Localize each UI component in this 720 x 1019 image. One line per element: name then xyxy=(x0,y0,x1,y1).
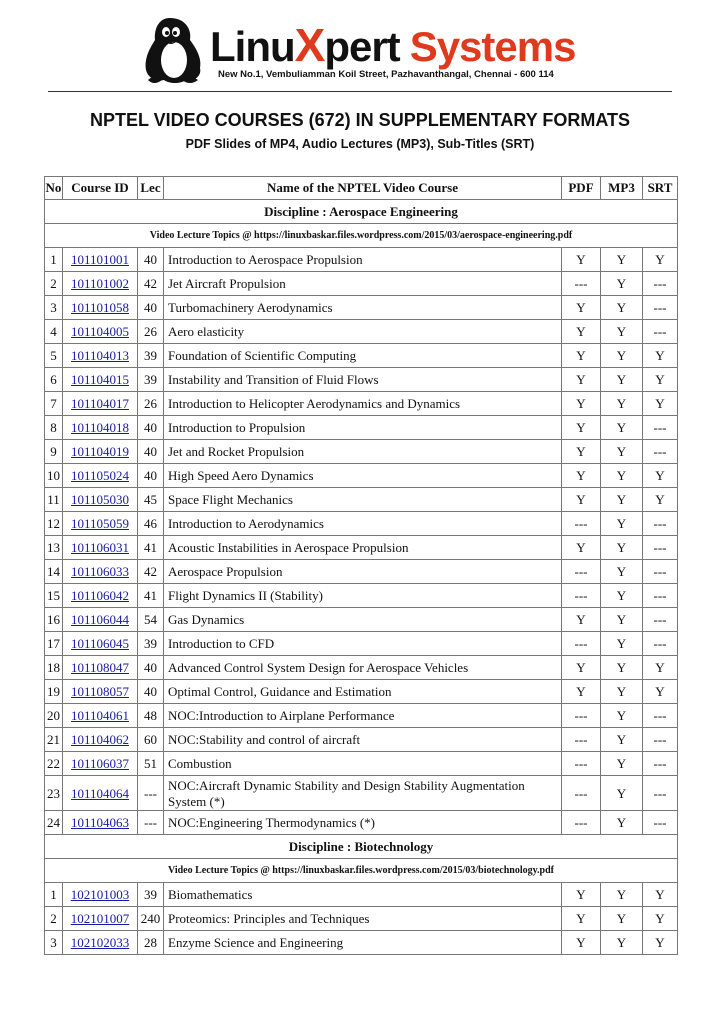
table-row xyxy=(45,488,678,512)
course-id-cell xyxy=(63,440,138,464)
mp3-availability: Y xyxy=(601,296,643,320)
lecture-count: 48 xyxy=(138,704,164,728)
lecture-count: 39 xyxy=(138,344,164,368)
course-id-cell xyxy=(63,536,138,560)
row-number: 8 xyxy=(45,416,63,440)
srt-availability: Y xyxy=(643,248,678,272)
pdf-availability: Y xyxy=(562,320,601,344)
row-number: 17 xyxy=(45,632,63,656)
mp3-availability: Y xyxy=(601,560,643,584)
lecture-count: 45 xyxy=(138,488,164,512)
table-row xyxy=(45,608,678,632)
course-id-link[interactable]: 102101007 xyxy=(70,910,130,926)
brand-part-2: X xyxy=(294,19,325,71)
pdf-availability: Y xyxy=(562,392,601,416)
srt-availability: --- xyxy=(643,320,678,344)
course-name: Biomathematics xyxy=(164,883,562,907)
course-name: Aerospace Propulsion xyxy=(164,560,562,584)
table-row xyxy=(45,344,678,368)
brand-part-3: pert xyxy=(324,23,400,70)
table-row xyxy=(45,440,678,464)
srt-availability: Y xyxy=(643,344,678,368)
lecture-count: 60 xyxy=(138,728,164,752)
course-name: Advanced Control System Design for Aerospace Vehicles xyxy=(164,656,562,680)
srt-availability: --- xyxy=(643,608,678,632)
lecture-count: 26 xyxy=(138,392,164,416)
lecture-count: 28 xyxy=(138,931,164,955)
lecture-count: 240 xyxy=(138,907,164,931)
srt-availability: Y xyxy=(643,907,678,931)
mp3-availability: Y xyxy=(601,464,643,488)
courses-table xyxy=(44,176,678,955)
mp3-availability: Y xyxy=(601,368,643,392)
srt-availability: --- xyxy=(643,416,678,440)
course-id-cell xyxy=(63,248,138,272)
lecture-count: 40 xyxy=(138,296,164,320)
course-id-link[interactable]: 101104015 xyxy=(70,371,130,387)
course-id-link[interactable]: 101104018 xyxy=(70,419,130,435)
row-number: 19 xyxy=(45,680,63,704)
course-id-cell xyxy=(63,608,138,632)
srt-availability: --- xyxy=(643,752,678,776)
course-name: Introduction to Helicopter Aerodynamics and Dynamics xyxy=(164,392,562,416)
course-id-link[interactable]: 101104013 xyxy=(70,347,130,363)
mp3-availability: Y xyxy=(601,704,643,728)
row-number: 7 xyxy=(45,392,63,416)
row-number: 1 xyxy=(45,883,63,907)
course-name: Turbomachinery Aerodynamics xyxy=(164,296,562,320)
course-name: Enzyme Science and Engineering xyxy=(164,931,562,955)
row-number: 21 xyxy=(45,728,63,752)
course-id-link[interactable]: 101104061 xyxy=(70,707,130,723)
mp3-availability: Y xyxy=(601,248,643,272)
table-row xyxy=(45,392,678,416)
col-header-lec: Lec xyxy=(138,177,164,200)
course-id-link[interactable]: 101105024 xyxy=(70,467,130,483)
srt-availability: --- xyxy=(643,536,678,560)
page-title: NPTEL VIDEO COURSES (672) IN SUPPLEMENTARY FORMATS xyxy=(89,110,631,130)
course-id-link[interactable]: 101104005 xyxy=(70,323,130,339)
lecture-count: 40 xyxy=(138,248,164,272)
row-number: 2 xyxy=(45,907,63,931)
pdf-availability: --- xyxy=(562,584,601,608)
row-number: 13 xyxy=(45,536,63,560)
table-row xyxy=(45,248,678,272)
pdf-availability: Y xyxy=(562,296,601,320)
table-row xyxy=(45,752,678,776)
course-id-link[interactable]: 101106031 xyxy=(70,539,130,555)
course-name: High Speed Aero Dynamics xyxy=(164,464,562,488)
course-id-cell xyxy=(63,704,138,728)
mp3-availability: Y xyxy=(601,680,643,704)
mp3-availability: Y xyxy=(601,776,643,811)
lecture-count: 40 xyxy=(138,656,164,680)
course-name: Space Flight Mechanics xyxy=(164,488,562,512)
row-number: 16 xyxy=(45,608,63,632)
lecture-count: 40 xyxy=(138,440,164,464)
pdf-availability: --- xyxy=(562,512,601,536)
discipline-row xyxy=(45,200,678,224)
table-header-row xyxy=(45,177,678,200)
course-id-cell xyxy=(63,488,138,512)
row-number: 14 xyxy=(45,560,63,584)
table-row xyxy=(45,776,678,811)
pdf-availability: Y xyxy=(562,680,601,704)
course-name: Jet and Rocket Propulsion xyxy=(164,440,562,464)
pdf-availability: --- xyxy=(562,560,601,584)
course-id-cell xyxy=(63,464,138,488)
course-id-cell xyxy=(63,656,138,680)
pdf-availability: Y xyxy=(562,344,601,368)
srt-availability: Y xyxy=(643,392,678,416)
course-name: Introduction to Aerospace Propulsion xyxy=(164,248,562,272)
pdf-availability: --- xyxy=(562,728,601,752)
course-name: Introduction to Aerodynamics xyxy=(164,512,562,536)
course-id-cell xyxy=(63,883,138,907)
topics-row xyxy=(45,859,678,883)
row-number: 12 xyxy=(45,512,63,536)
mp3-availability: Y xyxy=(601,728,643,752)
course-name: NOC:Introduction to Airplane Performance xyxy=(164,704,562,728)
mp3-availability: Y xyxy=(601,752,643,776)
mp3-availability: Y xyxy=(601,632,643,656)
row-number: 1 xyxy=(45,248,63,272)
discipline-heading: Discipline : Biotechnology xyxy=(45,835,678,859)
brand-part-1: Linu xyxy=(210,23,295,70)
pdf-availability: Y xyxy=(562,536,601,560)
mp3-availability: Y xyxy=(601,931,643,955)
mp3-availability: Y xyxy=(601,320,643,344)
course-id-cell xyxy=(63,811,138,835)
pdf-availability: Y xyxy=(562,883,601,907)
course-id-cell xyxy=(63,680,138,704)
course-name: Gas Dynamics xyxy=(164,608,562,632)
pdf-availability: Y xyxy=(562,488,601,512)
row-number: 4 xyxy=(45,320,63,344)
row-number: 6 xyxy=(45,368,63,392)
pdf-availability: --- xyxy=(562,811,601,835)
pdf-availability: Y xyxy=(562,368,601,392)
lecture-count: 40 xyxy=(138,416,164,440)
srt-availability: Y xyxy=(643,931,678,955)
header-divider xyxy=(48,91,672,92)
col-header-course-id: Course ID xyxy=(63,177,138,200)
mp3-availability: Y xyxy=(601,392,643,416)
srt-availability: --- xyxy=(643,272,678,296)
course-id-cell xyxy=(63,728,138,752)
course-id-cell xyxy=(63,752,138,776)
mp3-availability: Y xyxy=(601,608,643,632)
course-id-link[interactable]: 101106045 xyxy=(70,635,130,651)
pdf-availability: Y xyxy=(562,464,601,488)
row-number: 15 xyxy=(45,584,63,608)
pdf-availability: Y xyxy=(562,608,601,632)
table-row xyxy=(45,512,678,536)
table-row xyxy=(45,536,678,560)
course-name: Optimal Control, Guidance and Estimation xyxy=(164,680,562,704)
table-row xyxy=(45,883,678,907)
srt-availability: --- xyxy=(643,704,678,728)
row-number: 3 xyxy=(45,296,63,320)
table-row xyxy=(45,656,678,680)
row-number: 9 xyxy=(45,440,63,464)
srt-availability: --- xyxy=(643,560,678,584)
course-id-cell xyxy=(63,560,138,584)
col-header-course-name: Name of the NPTEL Video Course xyxy=(164,177,562,200)
mp3-availability: Y xyxy=(601,811,643,835)
brand-name xyxy=(210,19,576,71)
course-id-cell xyxy=(63,368,138,392)
pdf-availability: Y xyxy=(562,931,601,955)
course-id-link[interactable]: 102101003 xyxy=(70,886,130,902)
row-number: 11 xyxy=(45,488,63,512)
mp3-availability: Y xyxy=(601,272,643,296)
video-lecture-topics-link[interactable]: Video Lecture Topics @ https://linuxbaskar.files.wordpress.com/2015/03/aerospace-engineering.pdf xyxy=(45,224,678,248)
srt-availability: --- xyxy=(643,440,678,464)
lecture-count: 42 xyxy=(138,272,164,296)
srt-availability: --- xyxy=(643,728,678,752)
table-row xyxy=(45,584,678,608)
page-subtitle: PDF Slides of MP4, Audio Lectures (MP3), Sub-Titles (SRT) xyxy=(185,137,535,151)
course-id-cell xyxy=(63,296,138,320)
row-number: 24 xyxy=(45,811,63,835)
mp3-availability: Y xyxy=(601,907,643,931)
course-name: Introduction to Propulsion xyxy=(164,416,562,440)
lecture-count: 46 xyxy=(138,512,164,536)
table-row xyxy=(45,320,678,344)
lecture-count: 42 xyxy=(138,560,164,584)
course-id-link[interactable]: 101106044 xyxy=(70,611,130,627)
course-name: Combustion xyxy=(164,752,562,776)
mp3-availability: Y xyxy=(601,883,643,907)
course-id-link[interactable]: 101101058 xyxy=(70,299,130,315)
mp3-availability: Y xyxy=(601,416,643,440)
srt-availability: --- xyxy=(643,512,678,536)
pdf-availability: --- xyxy=(562,272,601,296)
course-id-cell xyxy=(63,776,138,811)
row-number: 23 xyxy=(45,776,63,811)
course-id-link[interactable]: 101106033 xyxy=(70,563,130,579)
course-id-link[interactable]: 101104062 xyxy=(70,731,130,747)
course-id-link[interactable]: 101104017 xyxy=(70,395,130,411)
lecture-count: 39 xyxy=(138,632,164,656)
table-row xyxy=(45,272,678,296)
table-row xyxy=(45,368,678,392)
course-name: Acoustic Instabilities in Aerospace Propulsion xyxy=(164,536,562,560)
penguin-logo-icon xyxy=(140,14,206,86)
srt-availability: Y xyxy=(643,464,678,488)
lecture-count: 41 xyxy=(138,536,164,560)
course-name: Instability and Transition of Fluid Flows xyxy=(164,368,562,392)
course-id-cell xyxy=(63,320,138,344)
srt-availability: Y xyxy=(643,883,678,907)
row-number: 2 xyxy=(45,272,63,296)
course-id-link[interactable]: 101106037 xyxy=(70,755,130,771)
course-id-cell xyxy=(63,416,138,440)
mp3-availability: Y xyxy=(601,344,643,368)
table-row xyxy=(45,416,678,440)
table-row xyxy=(45,632,678,656)
mp3-availability: Y xyxy=(601,488,643,512)
pdf-availability: Y xyxy=(562,656,601,680)
topics-row xyxy=(45,224,678,248)
table-row xyxy=(45,728,678,752)
course-id-cell xyxy=(63,931,138,955)
discipline-row xyxy=(45,835,678,859)
course-id-link[interactable]: 101108057 xyxy=(70,683,130,699)
pdf-availability: --- xyxy=(562,632,601,656)
course-id-cell xyxy=(63,632,138,656)
pdf-availability: Y xyxy=(562,416,601,440)
mp3-availability: Y xyxy=(601,536,643,560)
table-row xyxy=(45,560,678,584)
discipline-heading: Discipline : Aerospace Engineering xyxy=(45,200,678,224)
srt-availability: --- xyxy=(643,632,678,656)
course-id-cell xyxy=(63,584,138,608)
table-row xyxy=(45,296,678,320)
table-row xyxy=(45,811,678,835)
table-row xyxy=(45,931,678,955)
table-row xyxy=(45,464,678,488)
course-id-link[interactable]: 101105059 xyxy=(70,515,130,531)
mp3-availability: Y xyxy=(601,440,643,464)
row-number: 20 xyxy=(45,704,63,728)
pdf-availability: Y xyxy=(562,248,601,272)
col-header-pdf: PDF xyxy=(562,177,601,200)
course-id-link[interactable]: 101104064 xyxy=(70,786,130,801)
lecture-count: 39 xyxy=(138,368,164,392)
srt-availability: --- xyxy=(643,296,678,320)
mp3-availability: Y xyxy=(601,512,643,536)
course-name: Flight Dynamics II (Stability) xyxy=(164,584,562,608)
srt-availability: Y xyxy=(643,656,678,680)
lecture-count: 51 xyxy=(138,752,164,776)
lecture-count: --- xyxy=(138,811,164,835)
lecture-count: 40 xyxy=(138,464,164,488)
page-header xyxy=(0,0,720,92)
course-name: Aero elasticity xyxy=(164,320,562,344)
pdf-availability: Y xyxy=(562,440,601,464)
course-name: Jet Aircraft Propulsion xyxy=(164,272,562,296)
lecture-count: 39 xyxy=(138,883,164,907)
course-name: NOC:Engineering Thermodynamics (*) xyxy=(164,811,562,835)
pdf-availability: --- xyxy=(562,776,601,811)
lecture-count: 41 xyxy=(138,584,164,608)
row-number: 10 xyxy=(45,464,63,488)
srt-availability: --- xyxy=(643,776,678,811)
brand-part-4: Systems xyxy=(409,23,576,70)
pdf-availability: Y xyxy=(562,907,601,931)
course-name: NOC:Stability and control of aircraft xyxy=(164,728,562,752)
course-id-link[interactable]: 102102033 xyxy=(70,934,130,950)
srt-availability: Y xyxy=(643,368,678,392)
mp3-availability: Y xyxy=(601,584,643,608)
course-id-link[interactable]: 101106042 xyxy=(70,587,130,603)
srt-availability: --- xyxy=(643,811,678,835)
course-id-link[interactable]: 101101002 xyxy=(70,275,130,291)
row-number: 3 xyxy=(45,931,63,955)
srt-availability: --- xyxy=(643,584,678,608)
pdf-availability: --- xyxy=(562,704,601,728)
pdf-availability: --- xyxy=(562,752,601,776)
col-header-srt: SRT xyxy=(643,177,678,200)
course-id-cell xyxy=(63,907,138,931)
course-id-link[interactable]: 101104063 xyxy=(70,814,130,830)
row-number: 18 xyxy=(45,656,63,680)
company-address: New No.1, Vembuliamman Koil Street, Pazhavanthangal, Chennai - 600 114 xyxy=(218,69,554,80)
table-row xyxy=(45,907,678,931)
col-header-mp3: MP3 xyxy=(601,177,643,200)
table-row xyxy=(45,680,678,704)
course-id-link[interactable]: 101101001 xyxy=(70,251,130,267)
lecture-count: --- xyxy=(138,776,164,811)
srt-availability: Y xyxy=(643,680,678,704)
course-id-cell xyxy=(63,512,138,536)
mp3-availability: Y xyxy=(601,656,643,680)
table-row xyxy=(45,704,678,728)
course-name: Foundation of Scientific Computing xyxy=(164,344,562,368)
course-id-cell xyxy=(63,344,138,368)
lecture-count: 54 xyxy=(138,608,164,632)
lecture-count: 40 xyxy=(138,680,164,704)
video-lecture-topics-link[interactable]: Video Lecture Topics @ https://linuxbaskar.files.wordpress.com/2015/03/biotechnology.pdf xyxy=(45,859,678,883)
course-name: Proteomics: Principles and Techniques xyxy=(164,907,562,931)
row-number: 5 xyxy=(45,344,63,368)
course-id-cell xyxy=(63,272,138,296)
course-id-link[interactable]: 101108047 xyxy=(70,659,130,675)
course-name: Introduction to CFD xyxy=(164,632,562,656)
course-id-cell xyxy=(63,392,138,416)
col-header-no: No xyxy=(45,177,63,200)
row-number: 22 xyxy=(45,752,63,776)
course-name: NOC:Aircraft Dynamic Stability and Design Stability Augmentation System (*) xyxy=(164,776,562,811)
lecture-count: 26 xyxy=(138,320,164,344)
srt-availability: Y xyxy=(643,488,678,512)
course-id-link[interactable]: 101105030 xyxy=(70,491,130,507)
course-id-link[interactable]: 101104019 xyxy=(70,443,130,459)
